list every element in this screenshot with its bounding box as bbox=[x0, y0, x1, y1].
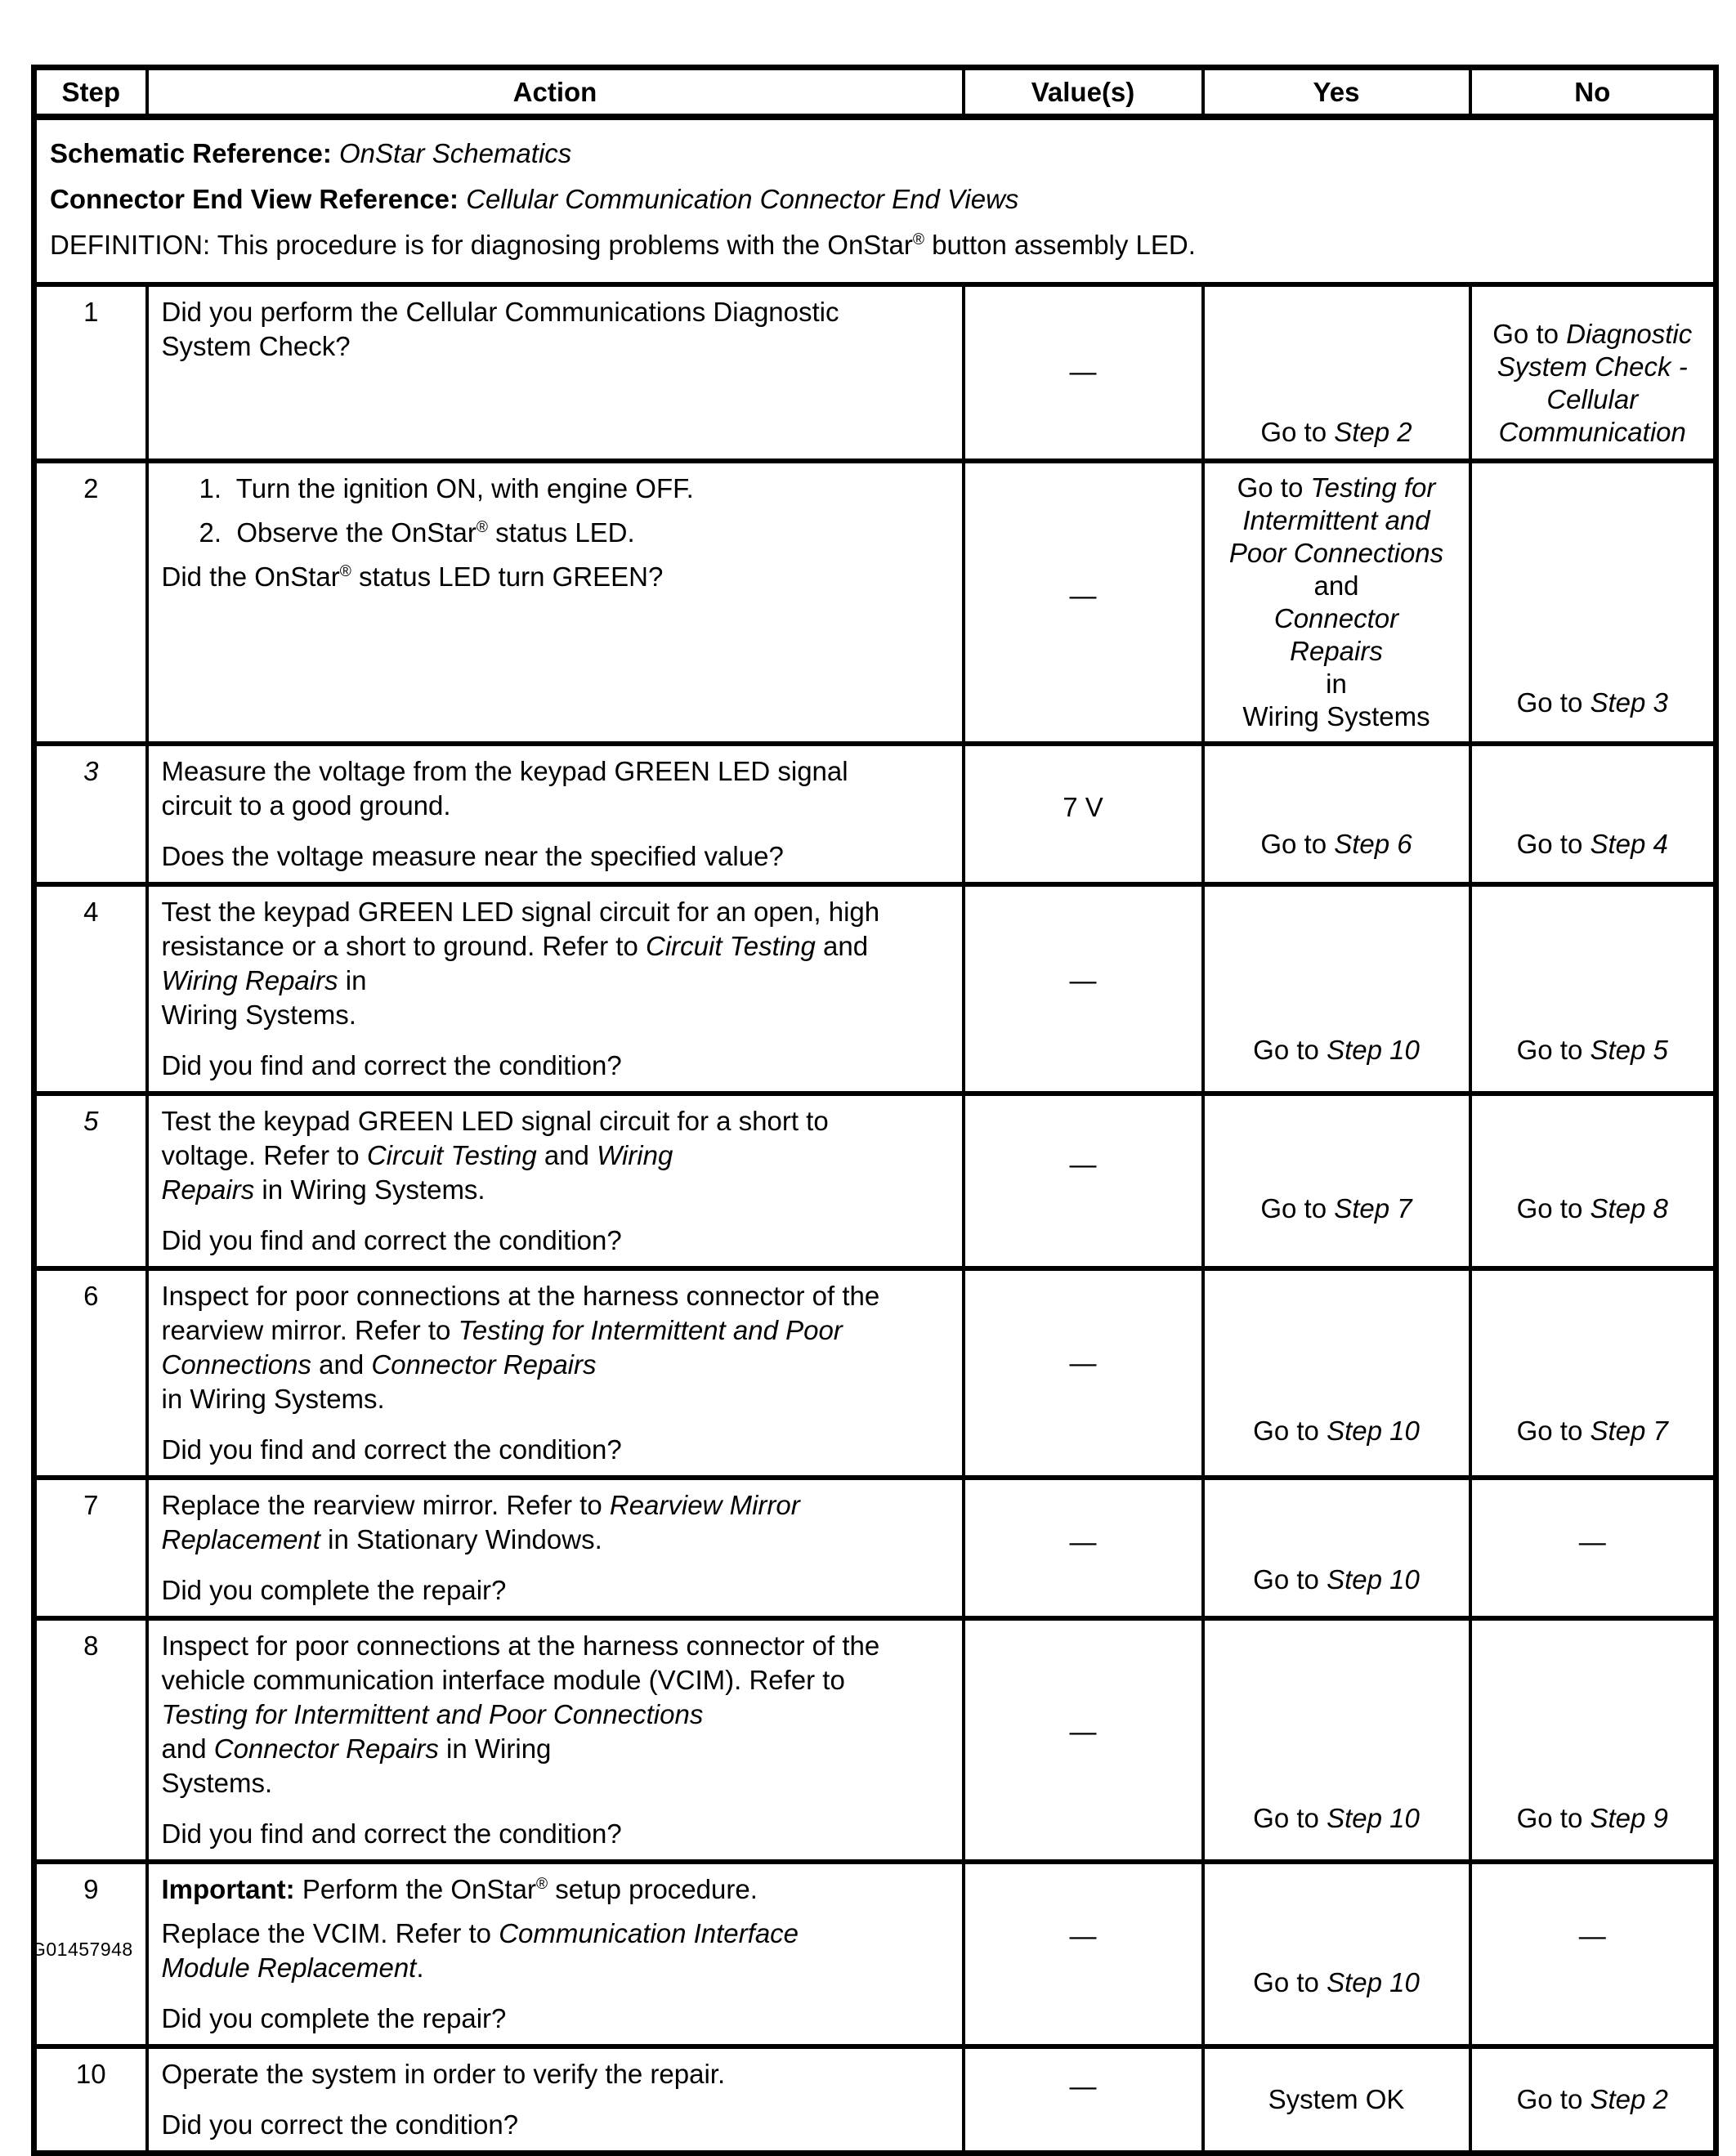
table-row bbox=[34, 2046, 1716, 2154]
yes-cell bbox=[1203, 1478, 1470, 1618]
value-cell bbox=[964, 2046, 1203, 2154]
value-text: — bbox=[1069, 2071, 1097, 2101]
action-paragraph: Test the keypad GREEN LED signal circuit for an open, high resistance or a short to ground. Refer to Circuit Testing and Wiring Repairs in Wiring Systems. bbox=[161, 897, 880, 1030]
yes-text-line: Go to Step 10 bbox=[1253, 1035, 1420, 1065]
yes-cell bbox=[1203, 1094, 1470, 1268]
column-header-values: Value(s) bbox=[964, 68, 1203, 118]
step-cell: 1 bbox=[34, 284, 147, 461]
action-paragraph: Test the keypad GREEN LED signal circuit for a short to voltage. Refer to Circuit Testing and Wiring Repairs in Wiring Systems. bbox=[161, 1106, 829, 1205]
action-paragraph: Replace the VCIM. Refer to Communication Interface Module Replacement. bbox=[161, 1918, 799, 1983]
no-text-line: Go to Step 9 bbox=[1516, 1803, 1668, 1833]
no-text-line: — bbox=[1578, 1920, 1606, 1951]
step-cell: 4 bbox=[34, 884, 147, 1094]
yes-text-line: Repairs bbox=[1290, 636, 1383, 666]
action-text bbox=[162, 1872, 897, 2036]
yes-text-line: Go to Step 6 bbox=[1260, 829, 1412, 859]
yes-text-line: Wiring Systems bbox=[1242, 701, 1430, 731]
action-paragraph: Measure the voltage from the keypad GREEN LED signal circuit to a good ground. bbox=[161, 756, 848, 821]
connector-end-view-reference: Connector End View Reference: Cellular Communication Connector End Views bbox=[50, 184, 1019, 214]
no-text-line: Go to Diagnostic bbox=[1492, 319, 1693, 349]
yes-text-line: System OK bbox=[1268, 2084, 1405, 2114]
no-text-line: Go to Step 4 bbox=[1516, 829, 1668, 859]
action-paragraph: Did you perform the Cellular Communications Diagnostic System Check? bbox=[161, 297, 839, 361]
yes-text-line: Poor Connections bbox=[1228, 538, 1444, 568]
yes-text-line: Go to Testing for bbox=[1237, 472, 1436, 503]
no-cell bbox=[1470, 284, 1716, 461]
action-paragraph: Operate the system in order to verify the repair. bbox=[161, 2059, 726, 2089]
value-text: 7 V bbox=[1063, 792, 1103, 822]
action-cell bbox=[147, 1862, 964, 2046]
no-text-line: Go to Step 2 bbox=[1516, 2084, 1668, 2114]
yes-text-line: Go to Step 2 bbox=[1260, 417, 1412, 447]
no-cell bbox=[1470, 1094, 1716, 1268]
value-text: — bbox=[1069, 356, 1097, 387]
yes-text-line: in bbox=[1326, 669, 1347, 699]
action-question: Did you complete the repair? bbox=[161, 1575, 507, 1605]
action-paragraph: Inspect for poor connections at the harness connector of the rearview mirror. Refer to Testing for Intermittent and Poor Connections and Connector Repairs in Wiring Systems. bbox=[161, 1281, 880, 1414]
yes-cell bbox=[1203, 1862, 1470, 2046]
figure-code: G01457948 bbox=[31, 1939, 133, 1960]
step-cell: 8 bbox=[34, 1618, 147, 1862]
yes-text-line: Intermittent and bbox=[1242, 505, 1430, 535]
value-text: — bbox=[1069, 1348, 1097, 1378]
value-cell bbox=[964, 461, 1203, 744]
yes-cell bbox=[1203, 1268, 1470, 1478]
action-question: Did you complete the repair? bbox=[161, 2003, 507, 2033]
action-text bbox=[162, 2057, 897, 2142]
no-cell bbox=[1470, 744, 1716, 884]
value-text: — bbox=[1069, 579, 1097, 611]
action-paragraph: 2. Observe the OnStar® status LED. bbox=[199, 517, 635, 548]
action-text bbox=[162, 295, 897, 449]
action-question: Does the voltage measure near the specified value? bbox=[161, 841, 784, 871]
action-text bbox=[162, 472, 897, 719]
action-cell bbox=[147, 2046, 964, 2154]
table-row bbox=[34, 284, 1716, 461]
no-text-line: Go to Step 8 bbox=[1516, 1193, 1668, 1223]
action-question: Did you find and correct the condition? bbox=[161, 1818, 622, 1849]
no-cell bbox=[1470, 1862, 1716, 2046]
value-cell bbox=[964, 1862, 1203, 2046]
action-question: Did you correct the condition? bbox=[161, 2109, 519, 2140]
step-cell: 10 bbox=[34, 2046, 147, 2154]
yes-text-line: Go to Step 10 bbox=[1253, 1416, 1420, 1446]
table-header bbox=[34, 68, 1716, 118]
action-question: Did you find and correct the condition? bbox=[161, 1434, 622, 1465]
no-text-line: Go to Step 3 bbox=[1516, 687, 1668, 718]
action-cell bbox=[147, 1094, 964, 1268]
table-row bbox=[34, 1478, 1716, 1618]
yes-text-line: Go to Step 10 bbox=[1253, 1967, 1420, 1997]
column-header-step: Step bbox=[34, 68, 147, 118]
value-cell bbox=[964, 884, 1203, 1094]
table-row bbox=[34, 461, 1716, 744]
no-text-line: Communication bbox=[1498, 417, 1686, 447]
action-question: Did you find and correct the condition? bbox=[161, 1225, 622, 1255]
no-cell bbox=[1470, 1478, 1716, 1618]
no-cell bbox=[1470, 2046, 1716, 2154]
definition: DEFINITION: This procedure is for diagnosing problems with the OnStar® button assembly LED. bbox=[50, 230, 1196, 260]
action-text bbox=[162, 1104, 897, 1258]
table-row bbox=[34, 1618, 1716, 1862]
step-cell: 6 bbox=[34, 1268, 147, 1478]
reference-row bbox=[34, 117, 1716, 284]
action-text bbox=[162, 1629, 897, 1851]
yes-cell bbox=[1203, 461, 1470, 744]
action-cell bbox=[147, 1478, 964, 1618]
table-row bbox=[34, 1862, 1716, 2046]
action-text bbox=[162, 1279, 897, 1467]
value-text: — bbox=[1069, 1527, 1097, 1557]
yes-text-line: and bbox=[1313, 570, 1359, 601]
column-header-yes: Yes bbox=[1203, 68, 1470, 118]
table-row bbox=[34, 744, 1716, 884]
step-cell: 5 bbox=[34, 1094, 147, 1268]
value-text: — bbox=[1069, 1716, 1097, 1747]
action-text bbox=[162, 895, 897, 1083]
table-body bbox=[34, 117, 1716, 2154]
value-text: — bbox=[1069, 965, 1097, 995]
value-text: — bbox=[1069, 1920, 1097, 1951]
step-cell: 7 bbox=[34, 1478, 147, 1618]
yes-text-line: Go to Step 10 bbox=[1253, 1564, 1420, 1595]
action-cell bbox=[147, 1618, 964, 1862]
yes-cell bbox=[1203, 744, 1470, 884]
diagnostic-table bbox=[31, 65, 1719, 2156]
yes-text-line: Go to Step 7 bbox=[1260, 1193, 1412, 1223]
table-row bbox=[34, 1094, 1716, 1268]
action-paragraph: Important: Perform the OnStar® setup procedure. bbox=[161, 1874, 758, 1904]
action-paragraph: Inspect for poor connections at the harness connector of the vehicle communication interface module (VCIM). Refer to Testing for Intermittent and Poor Connections and Connector Repairs in Wiring Systems. bbox=[161, 1630, 880, 1798]
yes-text-line: Go to Step 10 bbox=[1253, 1803, 1420, 1833]
action-question: Did you find and correct the condition? bbox=[161, 1050, 622, 1080]
schematic-reference: Schematic Reference: OnStar Schematics bbox=[50, 138, 572, 168]
step-cell: 3 bbox=[34, 744, 147, 884]
yes-text-line: Connector bbox=[1273, 603, 1399, 633]
value-cell bbox=[964, 744, 1203, 884]
action-cell bbox=[147, 284, 964, 461]
yes-cell bbox=[1203, 2046, 1470, 2154]
header-row bbox=[34, 68, 1716, 118]
no-cell bbox=[1470, 461, 1716, 744]
yes-cell bbox=[1203, 284, 1470, 461]
table-row bbox=[34, 1268, 1716, 1478]
yes-cell bbox=[1203, 1618, 1470, 1862]
column-header-action: Action bbox=[147, 68, 964, 118]
value-cell bbox=[964, 1094, 1203, 1268]
action-paragraph: Replace the rearview mirror. Refer to Rearview Mirror Replacement in Stationary Windows. bbox=[161, 1490, 800, 1554]
action-text bbox=[162, 754, 897, 874]
value-cell bbox=[964, 284, 1203, 461]
action-cell bbox=[147, 884, 964, 1094]
value-cell bbox=[964, 1618, 1203, 1862]
column-header-no: No bbox=[1470, 68, 1716, 118]
yes-cell bbox=[1203, 884, 1470, 1094]
no-text-line: Go to Step 5 bbox=[1516, 1035, 1668, 1065]
action-paragraph: 1. Turn the ignition ON, with engine OFF. bbox=[199, 473, 694, 503]
reference-cell bbox=[34, 117, 1716, 284]
value-cell bbox=[964, 1268, 1203, 1478]
no-text-line: Go to Step 7 bbox=[1516, 1416, 1668, 1446]
step-cell: 2 bbox=[34, 461, 147, 744]
action-cell bbox=[147, 744, 964, 884]
no-text-line: — bbox=[1578, 1527, 1606, 1557]
table-row bbox=[34, 884, 1716, 1094]
action-cell bbox=[147, 461, 964, 744]
step-cell: 9 bbox=[34, 1862, 147, 2046]
no-text-line: System Check - bbox=[1497, 351, 1688, 382]
value-cell bbox=[964, 1478, 1203, 1618]
action-paragraph: Did the OnStar® status LED turn GREEN? bbox=[161, 561, 664, 592]
no-cell bbox=[1470, 1268, 1716, 1478]
no-text-line: Cellular bbox=[1546, 384, 1639, 414]
no-cell bbox=[1470, 884, 1716, 1094]
action-text bbox=[162, 1488, 897, 1608]
action-cell bbox=[147, 1268, 964, 1478]
value-text: — bbox=[1069, 1149, 1097, 1179]
no-cell bbox=[1470, 1618, 1716, 1862]
